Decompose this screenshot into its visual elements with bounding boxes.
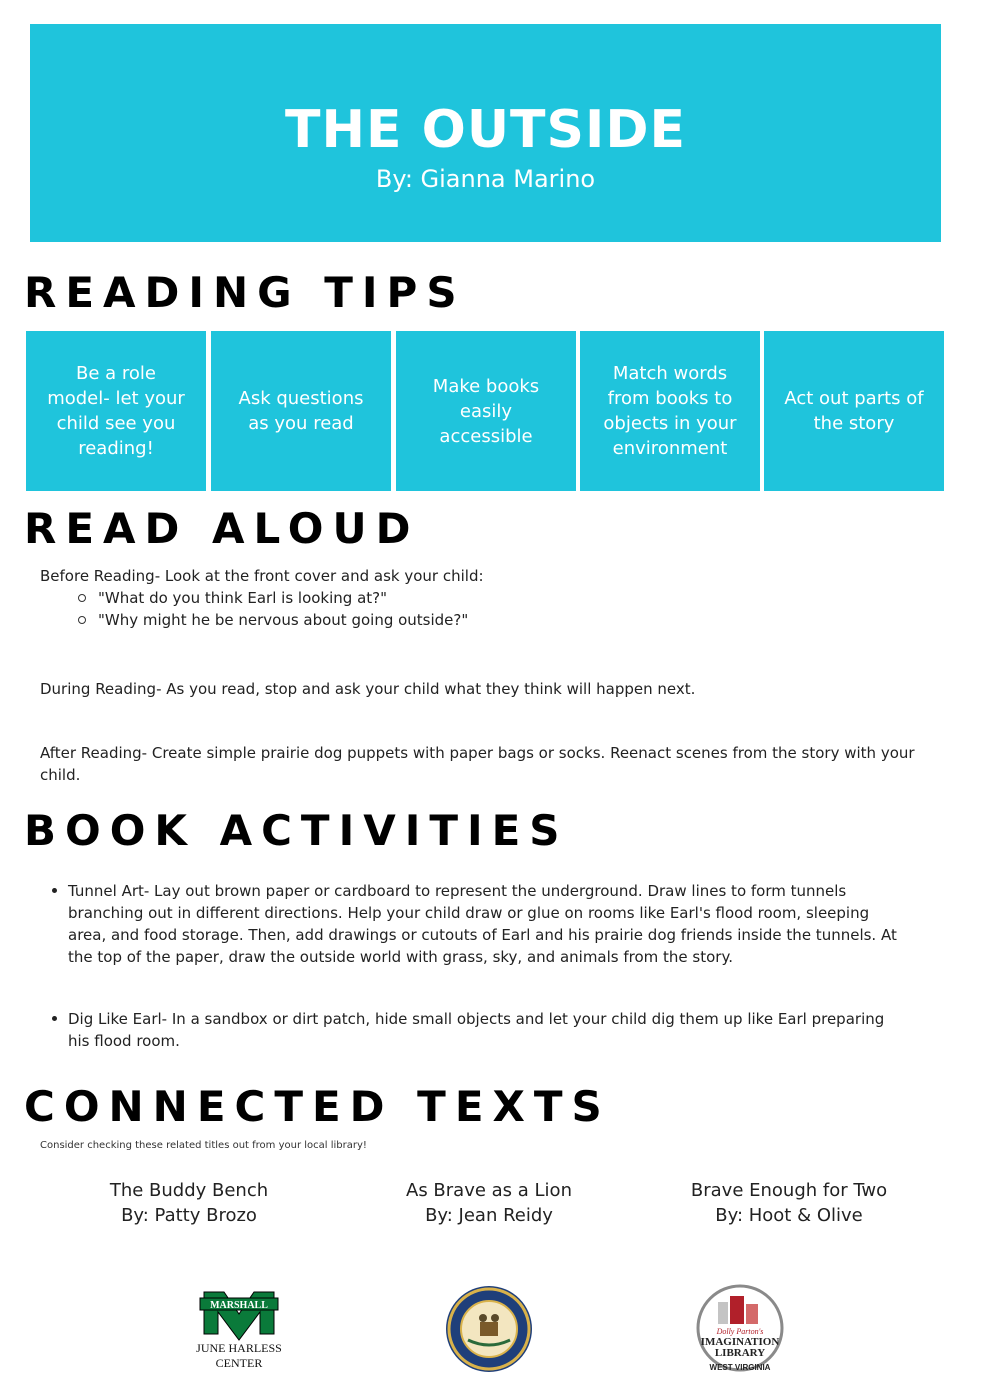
activities-list [50, 1008, 910, 1052]
library-icon [694, 1284, 786, 1378]
marshall-logo [186, 1284, 292, 1374]
book-item [59, 1178, 319, 1228]
imagination-text: IMAGINATION [700, 1336, 780, 1348]
list-item: Dig Like Earl- In a sandbox or dirt patch, hide small objects and let your child dig them up like Earl preparing his flood room. [50, 1008, 910, 1052]
marshall-word: MARSHALL [210, 1300, 268, 1311]
read-aloud-heading: READ ALOUD [24, 504, 420, 553]
book-author: By: Gianna Marino [375, 165, 596, 193]
book-title: Brave Enough for Two [690, 1180, 888, 1201]
list-item: "What do you think Earl is looking at?" [78, 587, 920, 609]
title-banner [30, 24, 941, 242]
imagination-library-logo [694, 1284, 786, 1378]
library-note: Consider checking these related titles out from your local library! [40, 1140, 367, 1151]
wvde-seal [444, 1284, 534, 1374]
before-reading-text: Before Reading- Look at the front cover and ask your child: [40, 567, 484, 585]
dolly-text: Dolly Parton's [716, 1327, 764, 1336]
activities-list [50, 880, 910, 968]
before-reading [40, 565, 920, 631]
list-item: Tunnel Art- Lay out brown paper or cardboard to represent the underground. Draw lines to form tunnels branching out in different directions. Help your child draw or glue on rooms like Earl's flood room, sleeping area, and food storage. Then, add drawings or cutouts of Earl and his prairie dog friends inside the tunnels. At the top of the paper, draw the outside world with grass, sky, and animals from the story. [50, 880, 910, 968]
tip-card: Make books easily accessible [396, 331, 576, 491]
list-item: "Why might he be nervous about going outside?" [78, 609, 920, 631]
book-author: By: Jean Reidy [425, 1205, 553, 1226]
book-title: As Brave as a Lion [406, 1180, 572, 1201]
tip-card: Be a role model- let your child see you reading! [26, 331, 206, 491]
book-item [359, 1178, 619, 1228]
library-text: LIBRARY [714, 1347, 766, 1359]
book-item [659, 1178, 919, 1228]
after-reading-text: After Reading- Create simple prairie dog puppets with paper bags or socks. Reenact scenes from the story with your child. [40, 744, 915, 784]
center-text: CENTER [215, 1356, 263, 1370]
west-virginia-text: WEST VIRGINIA [709, 1363, 771, 1372]
tip-card: Ask questions as you read [211, 331, 391, 491]
reading-tips-heading: READING TIPS [24, 268, 466, 317]
tip-card: Act out parts of the story [764, 331, 944, 491]
question-list [78, 587, 920, 631]
book-author: By: Hoot & Olive [715, 1205, 863, 1226]
june-harless-text: JUNE HARLESS [196, 1341, 282, 1355]
book-title: The Buddy Bench [109, 1180, 269, 1201]
during-reading-text: During Reading- As you read, stop and ask your child what they think will happen next. [40, 680, 696, 698]
page-title: THE OUTSIDE [285, 100, 686, 160]
reading-tips-row [26, 331, 944, 491]
marshall-m-icon [186, 1284, 292, 1374]
seal-icon [444, 1284, 534, 1374]
tip-card: Match words from books to objects in your environment [580, 331, 760, 491]
book-activities-heading: BOOK ACTIVITIES [24, 806, 569, 855]
book-author: By: Patty Brozo [121, 1205, 257, 1226]
connected-texts-heading: CONNECTED TEXTS [24, 1082, 611, 1131]
